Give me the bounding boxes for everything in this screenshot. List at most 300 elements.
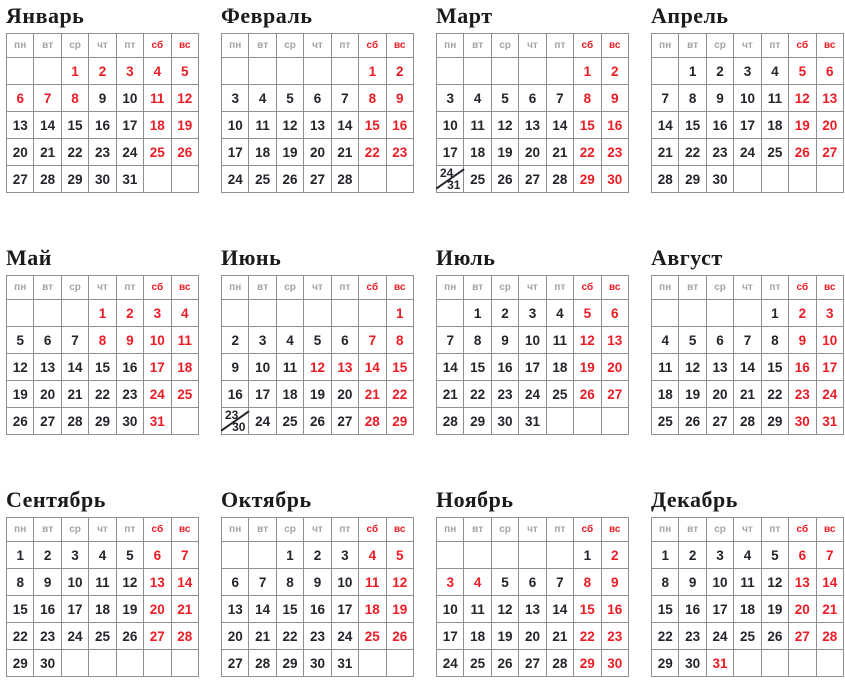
day-cell: 12: [171, 85, 198, 112]
day-cell-empty: [276, 58, 303, 85]
day-cell: 28: [437, 408, 464, 435]
day-cell: 16: [116, 354, 143, 381]
weekday-header: сб: [574, 34, 601, 58]
day-cell: 8: [359, 85, 386, 112]
day-cell: 5: [304, 327, 331, 354]
day-cell: 22: [574, 139, 601, 166]
day-cell: 1: [276, 542, 303, 569]
day-cell: 10: [331, 569, 358, 596]
day-cell: 25: [652, 408, 679, 435]
day-cell: 4: [144, 58, 171, 85]
split-day-cell: [222, 408, 249, 435]
weekday-header: пн: [437, 276, 464, 300]
weekday-header: пт: [116, 276, 143, 300]
day-cell: 5: [491, 85, 518, 112]
weekday-header: ср: [491, 276, 518, 300]
day-cell: 29: [386, 408, 413, 435]
day-cell: 14: [816, 569, 843, 596]
day-cell: 14: [652, 112, 679, 139]
day-cell: 13: [304, 112, 331, 139]
day-cell: 19: [679, 381, 706, 408]
day-cell: 23: [679, 623, 706, 650]
weekday-header: сб: [144, 518, 171, 542]
day-cell-empty: [734, 650, 761, 677]
weekday-header: пн: [652, 518, 679, 542]
day-cell: 13: [34, 354, 61, 381]
day-cell: 12: [761, 569, 788, 596]
day-cell: 31: [331, 650, 358, 677]
day-cell: 15: [679, 112, 706, 139]
day-cell: 1: [61, 58, 88, 85]
day-cell: 12: [304, 354, 331, 381]
day-cell: 2: [789, 300, 816, 327]
month-title-november: Ноябрь: [436, 487, 514, 512]
day-cell: 3: [437, 85, 464, 112]
weekday-header: чт: [89, 518, 116, 542]
weekday-header: чт: [734, 34, 761, 58]
weekday-header: пт: [761, 276, 788, 300]
day-cell: 11: [89, 569, 116, 596]
day-cell: 20: [789, 596, 816, 623]
day-cell: 20: [144, 596, 171, 623]
day-cell-empty: [464, 542, 491, 569]
day-cell: 19: [276, 139, 303, 166]
day-cell: 24: [331, 623, 358, 650]
day-cell-empty: [249, 300, 276, 327]
weekday-header: ср: [491, 518, 518, 542]
day-cell: 24: [816, 381, 843, 408]
day-cell: 12: [491, 112, 518, 139]
day-cell: 23: [34, 623, 61, 650]
day-cell: 17: [222, 139, 249, 166]
day-cell: 3: [437, 569, 464, 596]
day-cell: 7: [546, 85, 573, 112]
day-cell: 27: [34, 408, 61, 435]
day-cell: 18: [144, 112, 171, 139]
day-cell: 29: [7, 650, 34, 677]
weekday-header: вт: [249, 518, 276, 542]
day-cell: 12: [116, 569, 143, 596]
day-cell: 12: [276, 112, 303, 139]
day-cell: 28: [546, 650, 573, 677]
weekday-header: вт: [464, 34, 491, 58]
day-cell: 24: [144, 381, 171, 408]
day-cell: 22: [464, 381, 491, 408]
day-cell: 2: [116, 300, 143, 327]
day-cell-empty: [34, 58, 61, 85]
day-cell: 23: [601, 623, 628, 650]
day-cell: 29: [679, 166, 706, 193]
day-cell: 14: [734, 354, 761, 381]
day-cell: 21: [546, 623, 573, 650]
day-cell-empty: [519, 58, 546, 85]
day-cell: 16: [706, 112, 733, 139]
day-cell: 4: [546, 300, 573, 327]
day-cell: 14: [34, 112, 61, 139]
day-cell: 8: [679, 85, 706, 112]
weekday-header: пн: [437, 34, 464, 58]
day-cell-empty: [144, 650, 171, 677]
day-cell: 20: [304, 139, 331, 166]
day-cell: 1: [652, 542, 679, 569]
day-cell-empty: [7, 58, 34, 85]
day-cell: 4: [359, 542, 386, 569]
day-cell: 30: [789, 408, 816, 435]
day-cell: 22: [276, 623, 303, 650]
day-cell: 10: [116, 85, 143, 112]
day-cell-empty: [789, 166, 816, 193]
day-cell-empty: [331, 58, 358, 85]
day-cell: 27: [331, 408, 358, 435]
day-cell-empty: [171, 408, 198, 435]
weekday-header: чт: [519, 518, 546, 542]
day-cell-empty: [61, 650, 88, 677]
year-calendar-grid: [6, 4, 844, 677]
split-day-first: 24: [440, 166, 454, 180]
day-cell: 19: [761, 596, 788, 623]
day-cell: 21: [816, 596, 843, 623]
day-cell: 17: [249, 381, 276, 408]
day-cell: 26: [116, 623, 143, 650]
day-cell: 16: [601, 112, 628, 139]
day-cell: 27: [601, 381, 628, 408]
day-cell: 19: [789, 112, 816, 139]
day-cell: 1: [7, 542, 34, 569]
month-title-august: Август: [651, 245, 723, 270]
day-cell-empty: [761, 166, 788, 193]
day-cell: 1: [574, 58, 601, 85]
day-cell: 25: [464, 650, 491, 677]
day-cell: 7: [249, 569, 276, 596]
day-cell: 19: [116, 596, 143, 623]
day-cell: 7: [734, 327, 761, 354]
day-cell-empty: [89, 650, 116, 677]
day-cell-empty: [386, 166, 413, 193]
weekday-header: вт: [249, 34, 276, 58]
day-cell-empty: [652, 58, 679, 85]
day-cell: 11: [464, 596, 491, 623]
weekday-header: вс: [386, 34, 413, 58]
day-cell: 3: [249, 327, 276, 354]
day-cell-empty: [816, 166, 843, 193]
day-cell: 21: [437, 381, 464, 408]
month-table-september: [6, 517, 199, 677]
day-cell: 27: [706, 408, 733, 435]
day-cell: 31: [816, 408, 843, 435]
weekday-header: чт: [89, 34, 116, 58]
month-title-july: Июль: [436, 245, 496, 270]
day-cell: 30: [679, 650, 706, 677]
day-cell: 10: [222, 112, 249, 139]
day-cell-empty: [222, 58, 249, 85]
day-cell: 24: [519, 381, 546, 408]
day-cell: 4: [734, 542, 761, 569]
day-cell: 14: [546, 112, 573, 139]
month-august: [651, 246, 844, 435]
month-november: [436, 488, 629, 677]
day-cell: 7: [437, 327, 464, 354]
day-cell: 6: [34, 327, 61, 354]
day-cell: 16: [386, 112, 413, 139]
weekday-header: вс: [816, 276, 843, 300]
day-cell: 14: [249, 596, 276, 623]
day-cell: 11: [652, 354, 679, 381]
day-cell: 1: [464, 300, 491, 327]
day-cell: 2: [34, 542, 61, 569]
day-cell: 18: [652, 381, 679, 408]
month-title-october: Октябрь: [221, 487, 312, 512]
day-cell: 8: [61, 85, 88, 112]
day-cell-empty: [304, 300, 331, 327]
day-cell: 20: [222, 623, 249, 650]
day-cell: 11: [761, 85, 788, 112]
day-cell: 5: [679, 327, 706, 354]
day-cell: 25: [144, 139, 171, 166]
day-cell: 20: [519, 139, 546, 166]
day-cell: 11: [464, 112, 491, 139]
month-table-january: [6, 33, 199, 193]
month-title-september: Сентябрь: [6, 487, 106, 512]
day-cell: 25: [546, 381, 573, 408]
split-day-first: 23: [225, 408, 239, 422]
day-cell: 29: [652, 650, 679, 677]
day-cell: 29: [61, 166, 88, 193]
weekday-header: пт: [761, 34, 788, 58]
day-cell: 2: [222, 327, 249, 354]
month-june: [221, 246, 414, 435]
day-cell: 5: [171, 58, 198, 85]
weekday-header: вс: [816, 34, 843, 58]
weekday-header: ср: [491, 34, 518, 58]
day-cell: 5: [574, 300, 601, 327]
day-cell-empty: [171, 650, 198, 677]
day-cell: 4: [464, 85, 491, 112]
day-cell: 10: [706, 569, 733, 596]
day-cell: 15: [574, 596, 601, 623]
day-cell: 27: [222, 650, 249, 677]
weekday-header: ср: [706, 276, 733, 300]
day-cell: 12: [574, 327, 601, 354]
day-cell-empty: [222, 542, 249, 569]
day-cell: 2: [304, 542, 331, 569]
day-cell: 16: [789, 354, 816, 381]
day-cell: 14: [171, 569, 198, 596]
day-cell: 8: [276, 569, 303, 596]
weekday-header: ср: [706, 34, 733, 58]
day-cell: 10: [519, 327, 546, 354]
day-cell-empty: [491, 58, 518, 85]
month-table-november: [436, 517, 629, 677]
day-cell-empty: [359, 300, 386, 327]
day-cell: 9: [491, 327, 518, 354]
day-cell-empty: [437, 58, 464, 85]
day-cell: 30: [601, 166, 628, 193]
day-cell: 12: [7, 354, 34, 381]
day-cell: 25: [171, 381, 198, 408]
day-cell: 18: [89, 596, 116, 623]
day-cell: 5: [276, 85, 303, 112]
day-cell: 8: [7, 569, 34, 596]
day-cell: 18: [171, 354, 198, 381]
day-cell: 3: [61, 542, 88, 569]
day-cell: 3: [519, 300, 546, 327]
day-cell-empty: [249, 542, 276, 569]
day-cell-empty: [679, 300, 706, 327]
day-cell: 8: [89, 327, 116, 354]
weekday-header: пн: [222, 34, 249, 58]
day-cell: 9: [601, 85, 628, 112]
day-cell-empty: [761, 650, 788, 677]
month-april: [651, 4, 844, 193]
weekday-header: сб: [359, 518, 386, 542]
weekday-header: сб: [789, 276, 816, 300]
day-cell: 4: [276, 327, 303, 354]
day-cell: 24: [706, 623, 733, 650]
day-cell: 12: [789, 85, 816, 112]
weekday-header: вс: [171, 276, 198, 300]
day-cell: 27: [7, 166, 34, 193]
day-cell: 17: [816, 354, 843, 381]
day-cell: 25: [249, 166, 276, 193]
day-cell: 6: [789, 542, 816, 569]
day-cell: 29: [464, 408, 491, 435]
month-table-june: [221, 275, 414, 435]
day-cell: 22: [679, 139, 706, 166]
day-cell: 11: [249, 112, 276, 139]
weekday-header: чт: [519, 34, 546, 58]
weekday-header: ср: [61, 34, 88, 58]
day-cell: 15: [652, 596, 679, 623]
day-cell: 21: [34, 139, 61, 166]
day-cell: 16: [491, 354, 518, 381]
day-cell: 23: [116, 381, 143, 408]
day-cell: 28: [61, 408, 88, 435]
month-september: [6, 488, 199, 677]
weekday-header: пн: [222, 276, 249, 300]
day-cell: 3: [706, 542, 733, 569]
weekday-header: пт: [331, 34, 358, 58]
day-cell: 1: [761, 300, 788, 327]
day-cell-empty: [144, 166, 171, 193]
day-cell: 11: [734, 569, 761, 596]
day-cell: 7: [61, 327, 88, 354]
day-cell: 15: [761, 354, 788, 381]
day-cell: 22: [386, 381, 413, 408]
weekday-header: вт: [34, 518, 61, 542]
split-day-second: 31: [447, 178, 461, 192]
day-cell: 13: [331, 354, 358, 381]
day-cell-empty: [546, 408, 573, 435]
day-cell: 29: [276, 650, 303, 677]
day-cell: 5: [116, 542, 143, 569]
day-cell: 14: [61, 354, 88, 381]
day-cell: 8: [574, 569, 601, 596]
weekday-header: сб: [574, 518, 601, 542]
day-cell: 3: [734, 58, 761, 85]
day-cell: 13: [816, 85, 843, 112]
day-cell: 2: [679, 542, 706, 569]
day-cell: 4: [89, 542, 116, 569]
day-cell: 6: [519, 85, 546, 112]
month-october: [221, 488, 414, 677]
day-cell: 11: [276, 354, 303, 381]
day-cell: 19: [304, 381, 331, 408]
day-cell: 12: [386, 569, 413, 596]
month-july: [436, 246, 629, 435]
day-cell: 2: [89, 58, 116, 85]
day-cell: 22: [89, 381, 116, 408]
day-cell: 26: [491, 166, 518, 193]
day-cell: 18: [761, 112, 788, 139]
day-cell: 4: [761, 58, 788, 85]
day-cell: 2: [706, 58, 733, 85]
day-cell: 10: [249, 354, 276, 381]
weekday-header: пн: [652, 276, 679, 300]
month-table-may: [6, 275, 199, 435]
day-cell: 12: [679, 354, 706, 381]
weekday-header: пн: [437, 518, 464, 542]
day-cell: 9: [706, 85, 733, 112]
month-table-july: [436, 275, 629, 435]
day-cell: 30: [116, 408, 143, 435]
weekday-header: чт: [734, 518, 761, 542]
day-cell-empty: [601, 408, 628, 435]
day-cell: 25: [761, 139, 788, 166]
day-cell: 6: [331, 327, 358, 354]
day-cell-empty: [546, 58, 573, 85]
day-cell: 27: [144, 623, 171, 650]
day-cell: 21: [61, 381, 88, 408]
day-cell: 23: [789, 381, 816, 408]
day-cell: 29: [89, 408, 116, 435]
day-cell: 26: [386, 623, 413, 650]
day-cell: 31: [116, 166, 143, 193]
month-may: [6, 246, 199, 435]
day-cell: 7: [652, 85, 679, 112]
day-cell: 21: [734, 381, 761, 408]
day-cell: 21: [171, 596, 198, 623]
day-cell: 14: [331, 112, 358, 139]
month-march: [436, 4, 629, 193]
weekday-header: вт: [679, 34, 706, 58]
weekday-header: сб: [359, 34, 386, 58]
day-cell: 9: [89, 85, 116, 112]
day-cell: 26: [7, 408, 34, 435]
day-cell: 7: [816, 542, 843, 569]
day-cell: 10: [437, 112, 464, 139]
weekday-header: сб: [359, 276, 386, 300]
day-cell: 5: [789, 58, 816, 85]
day-cell: 24: [437, 650, 464, 677]
weekday-header: вт: [679, 276, 706, 300]
month-title-december: Декабрь: [651, 487, 738, 512]
day-cell-empty: [437, 300, 464, 327]
weekday-header: пт: [546, 34, 573, 58]
weekday-header: ср: [61, 276, 88, 300]
day-cell: 29: [574, 650, 601, 677]
day-cell: 15: [574, 112, 601, 139]
day-cell: 28: [734, 408, 761, 435]
day-cell: 19: [386, 596, 413, 623]
weekday-header: пн: [652, 34, 679, 58]
split-day-second: 30: [232, 420, 246, 434]
day-cell: 23: [304, 623, 331, 650]
day-cell: 7: [546, 569, 573, 596]
weekday-header: вт: [34, 34, 61, 58]
weekday-header: сб: [574, 276, 601, 300]
day-cell: 1: [679, 58, 706, 85]
day-cell: 5: [761, 542, 788, 569]
